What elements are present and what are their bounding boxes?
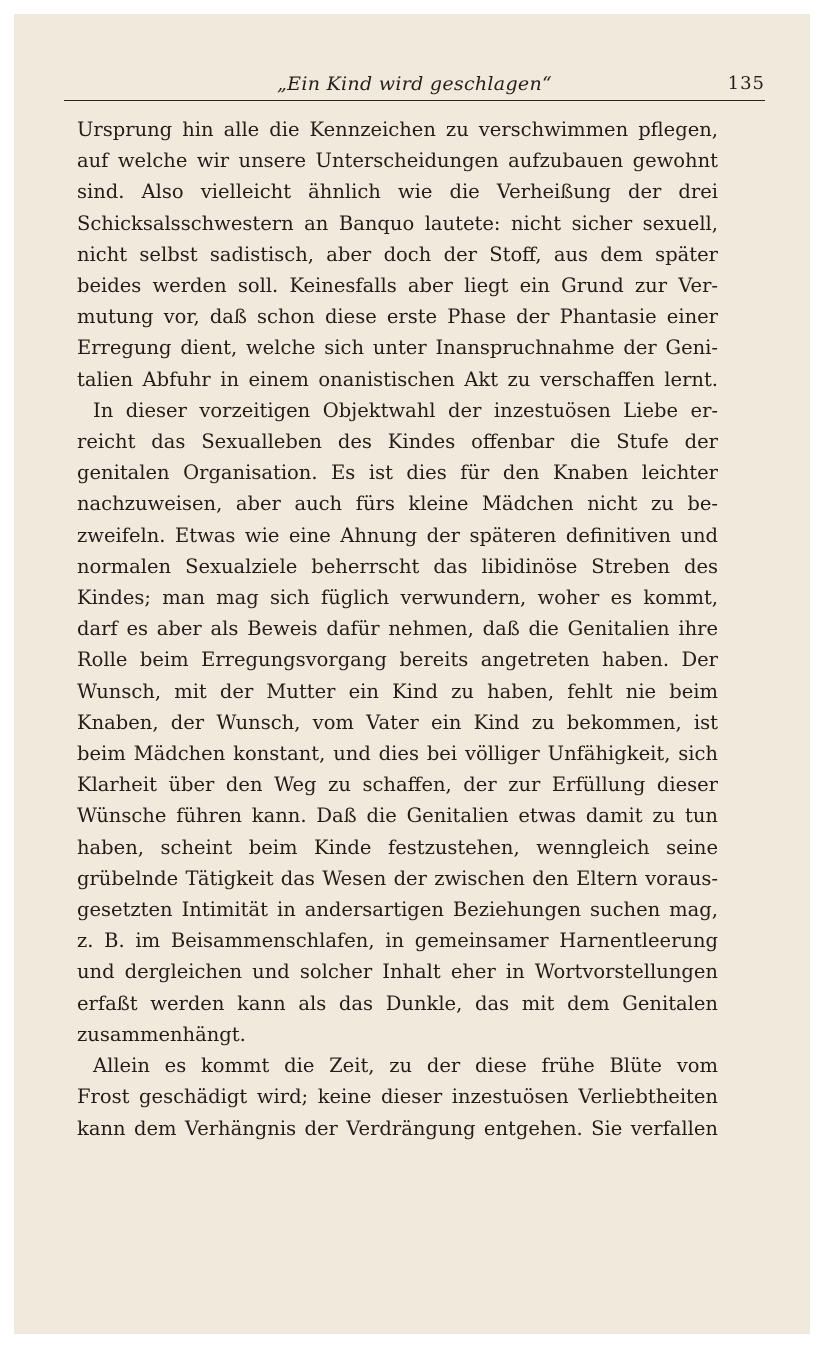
text-line: z. B. im Beisammenschlafen, in gemeinsamer Harnentleerung (77, 929, 718, 953)
text-line: Erregung dient, welche sich unter Inanspruchnahme der Geni- (77, 336, 718, 360)
page-header (64, 72, 765, 101)
text-line: Kindes; man mag sich füglich verwundern, woher es kommt, (77, 586, 718, 610)
text-line: Schicksalsschwestern an Banquo lautete: nicht sicher sexuell, (77, 211, 718, 235)
text-line: und dergleichen und solcher Inhalt eher in Wortvorstellungen (77, 960, 718, 984)
text-line: normalen Sexualziele beherrscht das libidinöse Streben des (77, 554, 718, 578)
text-line: darf es aber als Beweis dafür nehmen, daß die Genitalien ihre (77, 617, 718, 641)
text-line: Ursprung hin alle die Kennzeichen zu verschwimmen pflegen, (77, 118, 718, 141)
text-line: grübelnde Tätigkeit das Wesen der zwischen den Eltern voraus- (77, 866, 718, 890)
text-line: Knaben, der Wunsch, vom Vater ein Kind zu bekommen, ist (77, 710, 718, 734)
text-line: talien Abfuhr in einem onanistischen Akt zu verschaffen lernt. (77, 367, 718, 391)
text-line: beim Mädchen konstant, und dies bei völliger Unfähigkeit, sich (77, 742, 718, 766)
text-line: nicht selbst sadistisch, aber doch der Stoff, aus dem später (77, 242, 718, 266)
paragraph-3 (77, 1050, 718, 1144)
text-line: genitalen Organisation. Es ist dies für den Knaben leichter (77, 461, 718, 485)
page-number: 135 (727, 73, 765, 94)
text-line: kann dem Verhängnis der Verdrängung entgehen. Sie verfallen (77, 1116, 718, 1140)
book-page (14, 14, 810, 1334)
text-line: mutung vor, daß schon diese erste Phase der Phantasie einer (77, 305, 718, 329)
text-line: zusammenhängt. (77, 1022, 246, 1046)
text-line: haben, scheint beim Kinde festzustehen, wenngleich seine (77, 835, 718, 859)
body-text (77, 114, 718, 1144)
paragraph-2 (77, 395, 718, 1050)
text-line: Klarheit über den Weg zu schaffen, der zur Erfüllung dieser (77, 773, 718, 797)
text-line: reicht das Sexualleben des Kindes offenbar die Stufe der (77, 430, 718, 454)
text-line: sind. Also vielleicht ähnlich wie die Verheißung der drei (77, 180, 718, 204)
text-line: zweifeln. Etwas wie eine Ahnung der späteren definitiven und (77, 523, 718, 547)
text-line: beides werden soll. Keinesfalls aber liegt ein Grund zur Ver- (77, 274, 718, 298)
text-line: auf welche wir unsere Unterscheidungen aufzubauen gewohnt (77, 149, 718, 173)
text-line: nachzuweisen, aber auch fürs kleine Mädchen nicht zu be- (77, 492, 718, 516)
paragraph-1 (77, 114, 718, 395)
text-line: gesetzten Intimität in andersartigen Beziehungen suchen mag, (77, 898, 718, 922)
text-line: Wünsche führen kann. Daß die Genitalien etwas damit zu tun (77, 804, 718, 828)
text-line: Rolle beim Erregungsvorgang bereits angetreten haben. Der (77, 648, 718, 672)
text-line: In dieser vorzeitigen Objektwahl der inzestuösen Liebe er- (93, 398, 718, 422)
running-title: „Ein Kind wird geschlagen“ (277, 73, 552, 95)
text-line: erfaßt werden kann als das Dunkle, das mit dem Genitalen (77, 991, 718, 1015)
text-line: Wunsch, mit der Mutter ein Kind zu haben, fehlt nie beim (77, 679, 718, 703)
text-line: Frost geschädigt wird; keine dieser inzestuösen Verliebtheiten (77, 1085, 718, 1109)
text-line: Allein es kommt die Zeit, zu der diese frühe Blüte vom (93, 1054, 718, 1078)
